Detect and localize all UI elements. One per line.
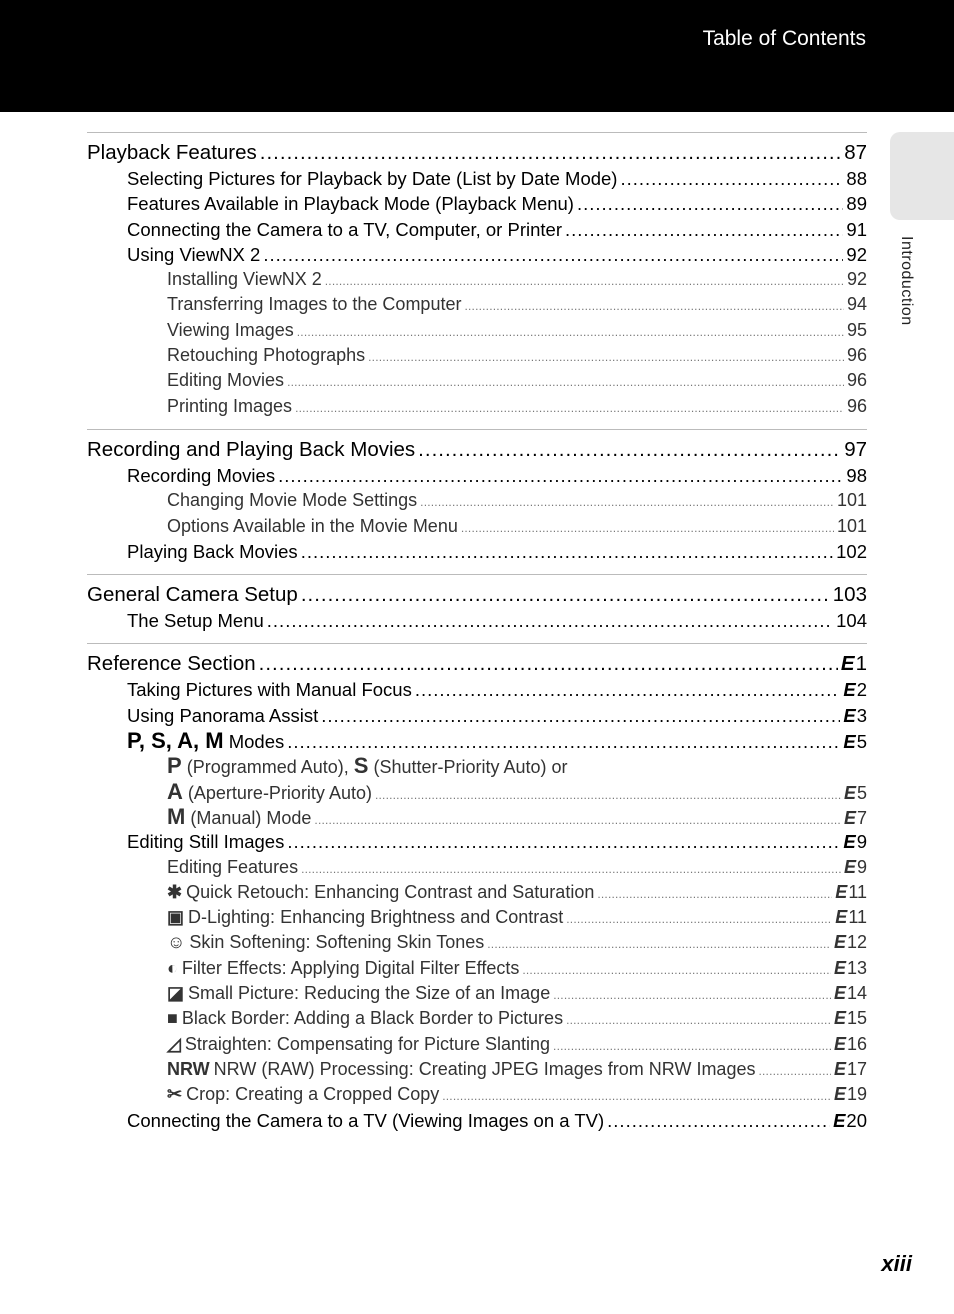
header-title: Table of Contents <box>702 27 866 50</box>
toc-entry[interactable]: Editing Features ..... E9 <box>87 855 867 880</box>
toc-entry[interactable]: Installing ViewNX 2 ..... 92 <box>87 267 867 292</box>
toc-entry[interactable]: ✂ Crop: Creating a Cropped Copy ..... E19 <box>87 1082 867 1107</box>
reference-e-icon: E <box>835 881 848 902</box>
toc-entry[interactable]: ■ Black Border: Adding a Black Border to Pictures ..... E15 <box>87 1006 867 1031</box>
toc-entry[interactable]: ◿ Straighten: Compensating for Picture Slanting ..... E16 <box>87 1032 867 1057</box>
toc-entry[interactable]: Editing Movies ..... 96 <box>87 368 867 393</box>
straighten-icon: ◿ <box>167 1033 181 1054</box>
toc-entry[interactable]: Taking Pictures with Manual Focus ..... E2 <box>87 677 867 702</box>
toc-entry[interactable]: Printing Images ..... 96 <box>87 394 867 419</box>
toc-entry[interactable]: ▣ D-Lighting: Enhancing Brightness and Contrast ..... E11 <box>87 905 867 930</box>
toc-entry[interactable]: Editing Still Images ..... E9 <box>87 829 867 854</box>
reference-e-icon: E <box>833 983 846 1004</box>
toc-entry[interactable]: Retouching Photographs ..... 96 <box>87 343 867 368</box>
toc-entry[interactable]: A (Aperture-Priority Auto) ..... E5 <box>87 779 867 804</box>
toc-section-setup <box>87 574 867 643</box>
toc-entry[interactable]: M (Manual) Mode ..... E7 <box>87 804 867 829</box>
header-bar <box>0 0 954 112</box>
reference-e-icon: E <box>833 1058 846 1079</box>
reference-e-icon: E <box>833 1008 846 1029</box>
side-tab-label: Introduction <box>898 236 915 326</box>
mode-letters: P, S, A, M <box>127 728 224 754</box>
reference-e-icon: E <box>833 1033 846 1054</box>
reference-e-icon: E <box>843 856 856 877</box>
reference-e-icon: E <box>833 957 846 978</box>
toc-entry[interactable]: Using Panorama Assist ..... E3 <box>87 703 867 728</box>
toc-entry[interactable]: ◐ Filter Effects: Applying Digital Filter Effects ..... E13 <box>87 956 867 981</box>
reference-e-icon: E <box>840 652 855 676</box>
page-number: xiii <box>881 1251 912 1276</box>
reference-e-icon: E <box>843 831 856 853</box>
toc-section-playback <box>87 132 867 429</box>
toc-entry[interactable]: Connecting the Camera to a TV, Computer, or Printer ..... 91 <box>87 217 867 242</box>
toc-entry[interactable]: The Setup Menu ..... 104 <box>87 608 867 633</box>
filter-effects-icon: ◐ <box>167 957 178 978</box>
toc-section-reference <box>87 643 867 1142</box>
toc-entry[interactable]: NRW NRW (RAW) Processing: Creating JPEG Images from NRW Images ..... E17 <box>87 1057 867 1082</box>
reference-e-icon: E <box>843 782 856 803</box>
skin-softening-icon: ☺ <box>167 932 186 953</box>
toc-entry[interactable]: Reference Section ..... E1 <box>87 650 867 677</box>
mode-s-letter: S <box>353 753 369 779</box>
toc-entry[interactable]: Transferring Images to the Computer ..... 94 <box>87 292 867 317</box>
mode-a-letter: A <box>167 778 183 804</box>
toc-entry-continued[interactable]: P (Programmed Auto), S (Shutter-Priority Auto) or <box>167 753 568 779</box>
nrw-icon: NRW <box>167 1058 210 1079</box>
reference-e-icon: E <box>833 1109 846 1131</box>
reference-e-icon: E <box>843 807 856 828</box>
toc-entry[interactable]: ✱ Quick Retouch: Enhancing Contrast and Saturation ..... E11 <box>87 880 867 905</box>
toc-entry[interactable]: Options Available in the Movie Menu ..... 101 <box>87 514 867 539</box>
toc-entry[interactable]: General Camera Setup ..... 103 <box>87 581 867 608</box>
toc-entry[interactable]: Selecting Pictures for Playback by Date (List by Date Mode) ..... 88 <box>87 166 867 191</box>
toc-entry[interactable]: Features Available in Playback Mode (Playback Menu) ..... 89 <box>87 191 867 216</box>
toc-entry[interactable]: P, S, A, M Modes ..... E5 <box>87 728 867 753</box>
reference-e-icon: E <box>833 932 846 953</box>
toc-entry[interactable]: Playback Features ..... 87 <box>87 139 867 166</box>
toc-entry[interactable]: ☺ Skin Softening: Softening Skin Tones ..... E12 <box>87 930 867 955</box>
reference-e-icon: E <box>835 907 848 928</box>
toc-entry[interactable]: ◪ Small Picture: Reducing the Size of an Image ..... E14 <box>87 981 867 1006</box>
toc-entry[interactable]: Connecting the Camera to a TV (Viewing Images on a TV) ..... E20 <box>87 1108 867 1133</box>
mode-p-letter: P <box>167 753 182 779</box>
small-picture-icon: ◪ <box>167 983 185 1004</box>
side-tab[interactable] <box>890 132 954 220</box>
toc-entry[interactable]: Viewing Images ..... 95 <box>87 318 867 343</box>
toc-section-movies <box>87 429 867 574</box>
toc-entry[interactable]: Playing Back Movies ..... 102 <box>87 539 867 564</box>
toc-entry[interactable]: Using ViewNX 2 ..... 92 <box>87 242 867 267</box>
table-of-contents <box>87 132 867 1143</box>
reference-e-icon: E <box>843 704 856 726</box>
toc-entry[interactable]: Recording and Playing Back Movies ..... 97 <box>87 436 867 463</box>
reference-e-icon: E <box>843 679 856 701</box>
reference-e-icon: E <box>843 731 856 753</box>
quick-retouch-icon: ✱ <box>167 881 183 902</box>
d-lighting-icon: ▣ <box>167 907 185 928</box>
black-border-icon: ■ <box>167 1008 178 1029</box>
reference-e-icon: E <box>833 1084 846 1105</box>
toc-entry[interactable]: Changing Movie Mode Settings ..... 101 <box>87 488 867 513</box>
mode-m-letter: M <box>167 803 186 829</box>
toc-entry[interactable]: Recording Movies ..... 98 <box>87 463 867 488</box>
crop-icon: ✂ <box>167 1084 183 1105</box>
